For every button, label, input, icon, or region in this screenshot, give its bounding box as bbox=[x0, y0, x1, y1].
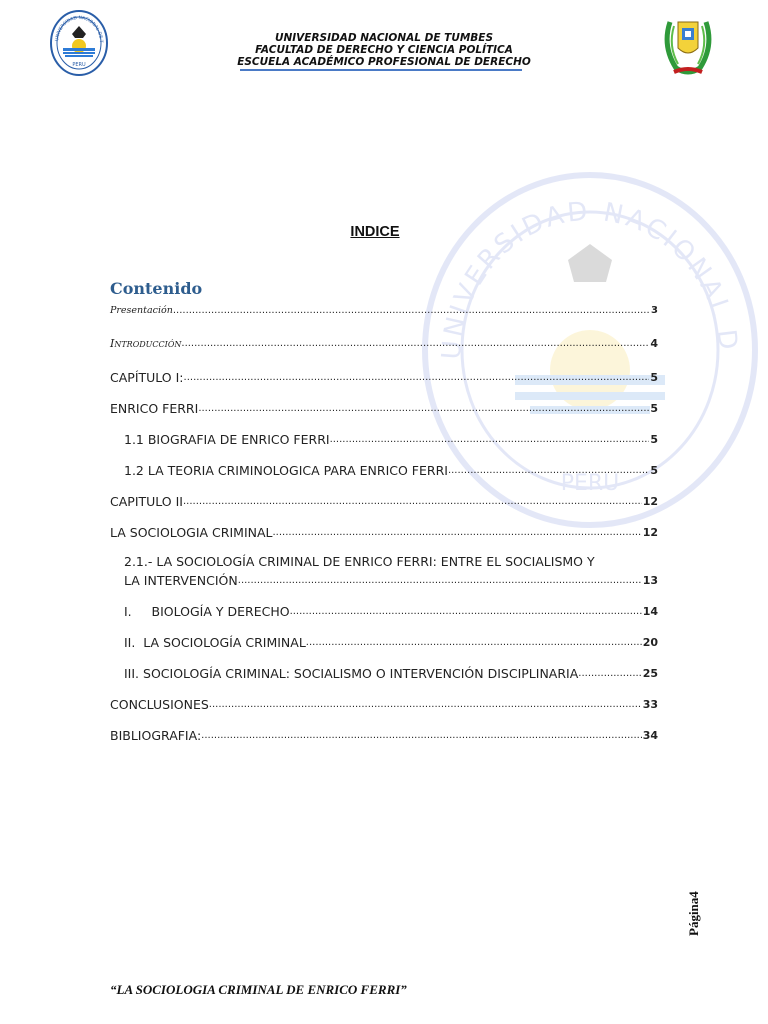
toc-entry-sociologia-criminal[interactable]: LA SOCIOLOGIA CRIMINAL ..... 12 bbox=[110, 525, 658, 540]
svg-text:PERU: PERU bbox=[72, 62, 86, 68]
toc-entry-socialismo-intervencion[interactable]: LA INTERVENCIÓN ..... 13 bbox=[124, 573, 658, 588]
header-school: ESCUELA ACADÉMICO PROFESIONAL DE DERECHO bbox=[237, 56, 531, 68]
toc-entry-capitulo-2[interactable]: CAPITULO II ..... 12 bbox=[110, 494, 658, 509]
svg-text:PERU: PERU bbox=[560, 471, 620, 496]
toc-entry-introduccion[interactable]: Introducción ..... 4 bbox=[110, 336, 658, 351]
toc-entry-intervencion-disciplinaria[interactable]: III. SOCIOLOGÍA CRIMINAL: SOCIALISMO O INTERVENCIÓN DISCIPLINARIA ..... 25 bbox=[124, 666, 658, 681]
footer-document-title: “LA SOCIOLOGIA CRIMINAL DE ENRICO FERRI” bbox=[110, 982, 407, 997]
header-university: UNIVERSIDAD NACIONAL DE TUMBES bbox=[274, 32, 494, 44]
university-logo-left bbox=[50, 10, 108, 76]
header-divider bbox=[240, 69, 522, 71]
page-number: Página4 bbox=[686, 891, 701, 936]
toc-entry-bibliografia[interactable]: BIBLIOGRAFIA: ..... 34 bbox=[110, 728, 658, 743]
toc-entry-teoria-criminologica[interactable]: 1.2 LA TEORIA CRIMINOLOGICA PARA ENRICO FERRI ..... 5 bbox=[124, 463, 658, 478]
toc-entry-biologia-derecho[interactable]: I. BIOLOGÍA Y DERECHO ..... 14 bbox=[124, 604, 658, 619]
index-title: INDICE bbox=[350, 224, 400, 240]
contents-heading: Contenido bbox=[110, 279, 203, 298]
institution-header bbox=[200, 32, 568, 68]
toc-entry-capitulo-1[interactable]: CAPÍTULO I: ..... 5 bbox=[110, 370, 658, 385]
toc-entry-conclusiones[interactable]: CONCLUSIONES ..... 33 bbox=[110, 697, 658, 712]
toc-entry-enrico-ferri[interactable]: ENRICO FERRI ..... 5 bbox=[110, 401, 658, 416]
toc-entry-presentacion[interactable]: Presentación ..... 3 bbox=[110, 303, 658, 318]
header-faculty: FACULTAD DE DERECHO Y CIENCIA POLÍTICA bbox=[255, 44, 513, 56]
toc-entry-biografia[interactable]: 1.1 BIOGRAFIA DE ENRICO FERRI ..... 5 bbox=[124, 432, 658, 447]
svg-text:UNIVERSIDAD NACIONAL DE TUMBES: UNIVERSIDAD NACIONAL DE T bbox=[55, 15, 104, 43]
svg-text:UNIVERSIDAD NACIONAL DE TUMBES: UNIVERSIDAD NACIONAL D bbox=[436, 196, 744, 361]
faculty-crest-right bbox=[660, 12, 716, 78]
toc-entry-la-sociologia-criminal[interactable]: II. LA SOCIOLOGÍA CRIMINAL ..... 20 bbox=[124, 635, 658, 650]
toc-entry-socialismo-intervencion-line1[interactable]: 2.1.- LA SOCIOLOGÍA CRIMINAL DE ENRICO FERRI: ENTRE EL SOCIALISMO Y bbox=[124, 554, 595, 569]
